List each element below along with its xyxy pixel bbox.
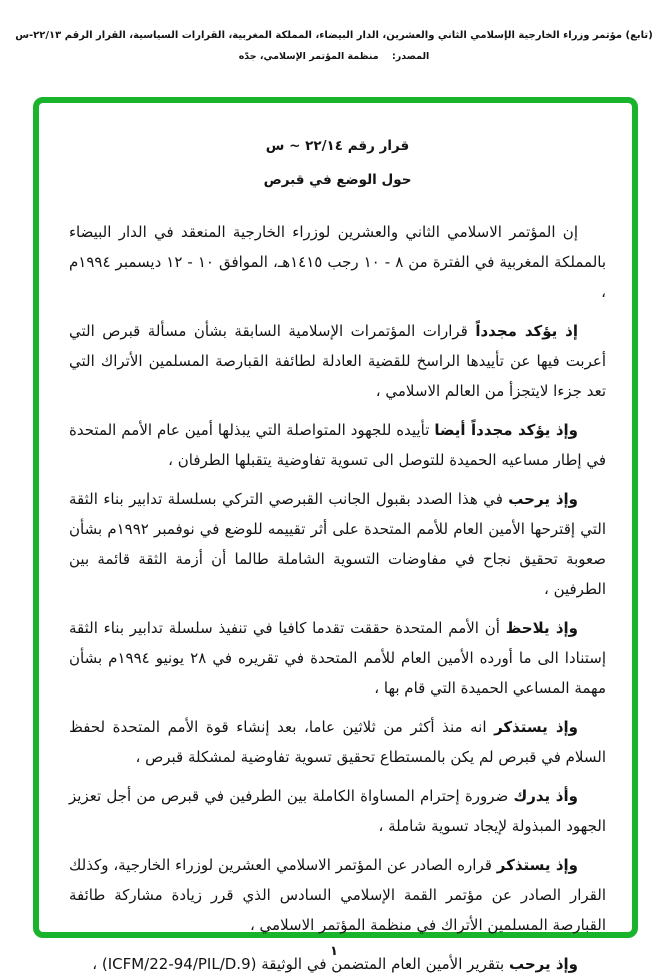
paragraph-text: ضرورة إحترام المساواة الكاملة بين الطرفين في قبرص من أجل تعزيز الجهود المبذولة لإيجاد تسوية شاملة ، (69, 787, 606, 835)
document-header (0, 0, 668, 62)
paragraph-reaffirming-also (69, 415, 606, 475)
paragraph-lead: وإذ يؤكد مجدداً أيضا (434, 421, 578, 439)
paragraph-recalling-resolution (69, 850, 606, 940)
paragraph-lead: وإذ يستذكر (494, 718, 578, 736)
paragraph-text: انه منذ أكثر من ثلاثين عاما، بعد إنشاء قوة الأمم المتحدة لحفظ السلام في قبرص لم يكن بالمستطاع تحقيق تسوية تفاوضية لمشكلة قبرص ، (69, 718, 606, 766)
header-source-line (0, 51, 668, 62)
paragraph-recalling (69, 712, 606, 772)
paragraph-aware (69, 781, 606, 841)
paragraph-welcoming (69, 484, 606, 604)
paragraph-lead: وإذ يستذكر (496, 856, 578, 874)
resolution-subject-title: حول الوضع في قبرص (263, 172, 412, 188)
document-frame (33, 97, 638, 973)
document-body (39, 103, 632, 979)
paragraph-noting (69, 613, 606, 703)
header-citation-line: (تابع) مؤتمر وزراء الخارجية الإسلامي الثاني والعشرين، الدار البيضاء، المملكة المغربية، القرارات السياسية، القرار الرقم ٢٢/١٣-س (15, 30, 653, 41)
paragraph-text: قراره الصادر عن المؤتمر الاسلامي العشرين لوزراء الخارجية، وكذلك القرار الصادر عن مؤتمر القمة الإسلامي السادس الذي قرر زيادة مشاركة طائفة القبارصة المسلمين الأتراك في منظمة المؤتمر الاسلامي ، (69, 856, 606, 934)
resolution-number-title: قرار رقم ٢٢/١٤ ~ س (265, 138, 410, 154)
paragraph-text: تأييده للجهود المتواصلة التي يبذلها أمين عام الأمم المتحدة في إطار مساعيه الحميدة للتوصل الى تسوية تفاوضية يتقبلها الطرفان ، (69, 421, 606, 469)
paragraph-text: قرارات المؤتمرات الإسلامية السابقة بشأن مسألة قبرص التي أعربت فيها عن تأييدها الراسخ للقضية العادلة لطائفة القبارصة المسلمين الأتراك التي تعد جزءا لايتجزأ من العالم الاسلامي ، (69, 322, 606, 400)
paragraph-reaffirming (69, 316, 606, 406)
source-label: المصدر: (392, 51, 430, 62)
paragraph-preamble (69, 217, 606, 307)
paragraph-text: أن الأمم المتحدة حققت تقدما كافيا في تنفيذ سلسلة تدابير بناء الثقة إستنادا الى ما أورده الأمين العام للأمم المتحدة في تقريره في ٢٨ يونيو ١٩٩٤م بشأن مهمة المساعي الحميدة التي قام بها ، (69, 619, 607, 697)
paragraph-text: إن المؤتمر الاسلامي الثاني والعشرين لوزراء الخارجية المنعقد في الدار البيضاء بالمملكة المغربية في الفترة من ٨ - ١٠ رجب ١٤١٥هـ، الموافق ١٠ - ١٢ ديسمبر ١٩٩٤م ، (69, 223, 607, 301)
page-number: ١ (330, 944, 338, 959)
paragraph-text: في هذا الصدد بقبول الجانب القبرصي التركي بسلسلة تدابير بناء الثقة التي إقترحها الأمين العام للأمم المتحدة على أثر تقييمه للوضع في نوفمبر ١٩٩٢م بشأن صعوبة تحقيق نجاح في مفاوضات التسوية الشاملة طالما أن أزمة الثقة قائمة بين الطرفين ، (69, 490, 606, 598)
paragraph-lead: وإذ يرحب (508, 490, 578, 508)
paragraph-lead: وأذ يدرك (513, 787, 578, 805)
paragraph-text: بتقرير الأمين العام المتضمن في الوثيقة (ICFM/22-94/PIL/D.9) ، (92, 955, 505, 973)
paragraph-lead: وإذ يرحب (508, 955, 578, 973)
paragraph-lead: إذ يؤكد مجدداً (475, 322, 579, 340)
paragraph-lead: وإذ يلاحظ (505, 619, 578, 637)
source-value: منظمة المؤتمر الإسلامي، جدّه (238, 51, 379, 62)
